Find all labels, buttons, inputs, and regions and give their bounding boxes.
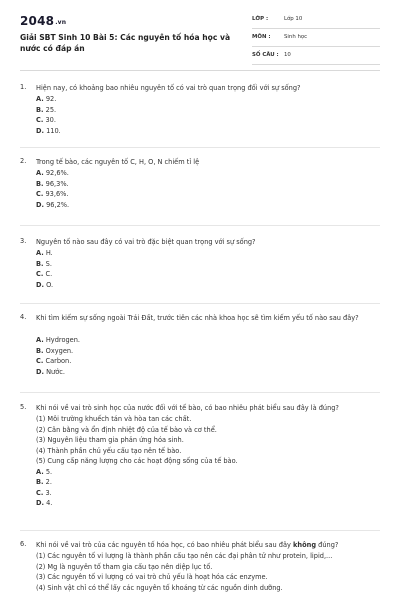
question-6 [20, 540, 380, 600]
meta-row-subject [252, 32, 380, 47]
option-text: 96,2%. [46, 200, 70, 209]
meta-value: 10 [284, 52, 291, 58]
answer-option-c[interactable] [36, 356, 374, 367]
question-text: Khi nói về vai trò của các nguyên tố hóa học, có bao nhiêu phát biểu sau đây không đúng? [36, 541, 339, 549]
option-text: 30. [45, 116, 56, 124]
option-text: S. [45, 259, 52, 268]
question-divider [20, 530, 380, 531]
meta-label: LỚP : [252, 16, 269, 22]
meta-label: MÔN : [252, 34, 271, 40]
answer-option-d[interactable] [36, 367, 374, 378]
answer-option-b[interactable] [36, 346, 374, 357]
option-text: 110. [46, 126, 61, 135]
option-label: D. [36, 280, 44, 289]
emphasis-text: không [293, 541, 317, 549]
answer-option-b[interactable] [36, 259, 374, 270]
statement-item: (4) Sinh vật chỉ có thể lấy các nguyên tố khoáng từ các nguồn dinh dưỡng. [36, 583, 283, 592]
option-label: C. [36, 270, 44, 278]
answer-option-c[interactable] [36, 488, 374, 499]
option-text: Nước. [46, 367, 65, 376]
statement-item: (1) Môi trường khuếch tán và hòa tan các chất. [36, 415, 192, 423]
option-label: C. [36, 190, 44, 198]
option-text: 4. [46, 499, 53, 507]
option-label: B. [36, 478, 44, 486]
question-number: 2. [20, 157, 27, 165]
statement-item: (3) Các nguyên tố vi lượng có vai trò chủ yếu là hoạt hóa các enzyme. [36, 573, 268, 581]
question-divider [20, 392, 380, 393]
option-text: 96,3%. [45, 179, 69, 188]
question-text: Nguyên tố nào sau đây có vai trò đặc biệt quan trọng với sự sống? [36, 238, 256, 246]
option-text: O. [46, 280, 54, 289]
option-text: Carbon. [45, 357, 72, 365]
option-label: C. [36, 116, 44, 124]
option-text: Hydrogen. [45, 336, 81, 344]
option-label: C. [36, 488, 44, 497]
question-text: Trong tế bào, các nguyên tố C, H, O, N chiếm tỉ lệ [36, 158, 200, 166]
answer-option-a[interactable] [36, 94, 374, 105]
document-meta [252, 14, 380, 68]
site-logo[interactable] [20, 14, 66, 28]
option-label: B. [36, 179, 44, 188]
answer-option-d[interactable] [36, 200, 374, 211]
option-text: H. [45, 249, 53, 257]
option-label: D. [36, 200, 44, 209]
answer-option-b[interactable] [36, 477, 374, 488]
option-label: A. [36, 249, 44, 257]
option-label: A. [36, 467, 44, 476]
option-text: 3. [45, 488, 52, 497]
question-2 [20, 157, 380, 217]
answer-option-c[interactable] [36, 189, 374, 200]
answer-option-a[interactable] [36, 248, 374, 259]
option-text: 2. [45, 478, 52, 486]
option-text: 5. [45, 467, 53, 476]
answer-option-b[interactable] [36, 179, 374, 190]
question-text: Khi tìm kiếm sự sống ngoài Trái Đất, trước tiên các nhà khoa học sẽ tìm kiếm yếu tố nào sau đây? [36, 314, 359, 322]
answer-options [36, 248, 374, 290]
option-label: C. [36, 357, 44, 365]
option-label: D. [36, 367, 44, 376]
answer-option-a[interactable] [36, 467, 374, 478]
answer-options [36, 168, 374, 210]
statement-item: (1) Các nguyên tố vi lượng là thành phần cấu tạo nên các đại phân tử như protein, lipid,... [36, 552, 333, 560]
answer-options [36, 335, 374, 377]
option-label: A. [36, 95, 44, 103]
option-label: D. [36, 499, 44, 507]
answer-option-b[interactable] [36, 105, 374, 116]
question-number: 4. [20, 313, 27, 321]
question-number: 6. [20, 540, 27, 548]
question-4 [20, 313, 380, 385]
question-divider [20, 225, 380, 226]
meta-value: Lớp 10 [284, 16, 303, 22]
logo-suffix: .vn [55, 19, 67, 26]
statement-list [36, 551, 374, 593]
answer-option-c[interactable] [36, 115, 374, 126]
statement-item: (2) Cân bằng và ổn định nhiệt độ của tế bào và cơ thể. [36, 425, 217, 434]
option-text: Oxygen. [45, 346, 74, 355]
option-text: C. [45, 270, 53, 278]
meta-row-question-count [252, 50, 380, 65]
meta-label: SỐ CÂU : [252, 52, 279, 58]
answer-option-d[interactable] [36, 280, 374, 291]
question-divider [20, 147, 380, 148]
question-5 [20, 403, 380, 523]
option-text: 92,6%. [45, 169, 69, 177]
statement-item: (4) Thành phần chủ yếu cấu tạo nên tế bào. [36, 446, 182, 455]
option-label: B. [36, 105, 44, 114]
logo-text: 2048 [20, 14, 55, 28]
option-label: B. [36, 259, 44, 268]
document-title: Giải SBT Sinh 10 Bài 5: Các nguyên tố hóa học và nước có đáp án [20, 33, 231, 53]
question-3 [20, 237, 380, 297]
answer-option-a[interactable] [36, 335, 374, 346]
statement-item: (2) Mg là nguyên tố tham gia cấu tạo nên diệp lục tố. [36, 562, 213, 571]
answer-option-d[interactable] [36, 126, 374, 137]
statement-item: (5) Cung cấp năng lượng cho các hoạt động sống của tế bào. [36, 457, 238, 465]
statement-list [36, 414, 374, 509]
question-number: 1. [20, 83, 27, 91]
header-divider [20, 70, 380, 71]
option-label: D. [36, 126, 44, 135]
answer-options [36, 94, 374, 136]
question-number: 3. [20, 237, 27, 245]
question-divider [20, 303, 380, 304]
option-text: 25. [45, 105, 57, 114]
question-1 [20, 83, 380, 143]
option-label: B. [36, 346, 44, 355]
answer-option-d[interactable] [36, 498, 374, 509]
option-label: A. [36, 169, 44, 177]
option-text: 93,6%. [45, 190, 69, 198]
meta-value: Sinh học [284, 34, 308, 40]
option-text: 92. [45, 95, 57, 103]
statement-item: (3) Nguyên liệu tham gia phản ứng hóa sinh. [36, 436, 184, 444]
question-text: Hiện nay, có khoảng bao nhiêu nguyên tố có vai trò quan trọng đối với sự sống? [36, 84, 301, 92]
document-header [0, 0, 400, 62]
answer-option-c[interactable] [36, 269, 374, 280]
meta-row-class [252, 14, 380, 29]
answer-option-a[interactable] [36, 168, 374, 179]
question-text: Khi nói về vai trò sinh học của nước đối với tế bào, có bao nhiêu phát biểu sau đây là đúng? [36, 404, 339, 412]
question-number: 5. [20, 403, 27, 411]
option-label: A. [36, 336, 44, 344]
